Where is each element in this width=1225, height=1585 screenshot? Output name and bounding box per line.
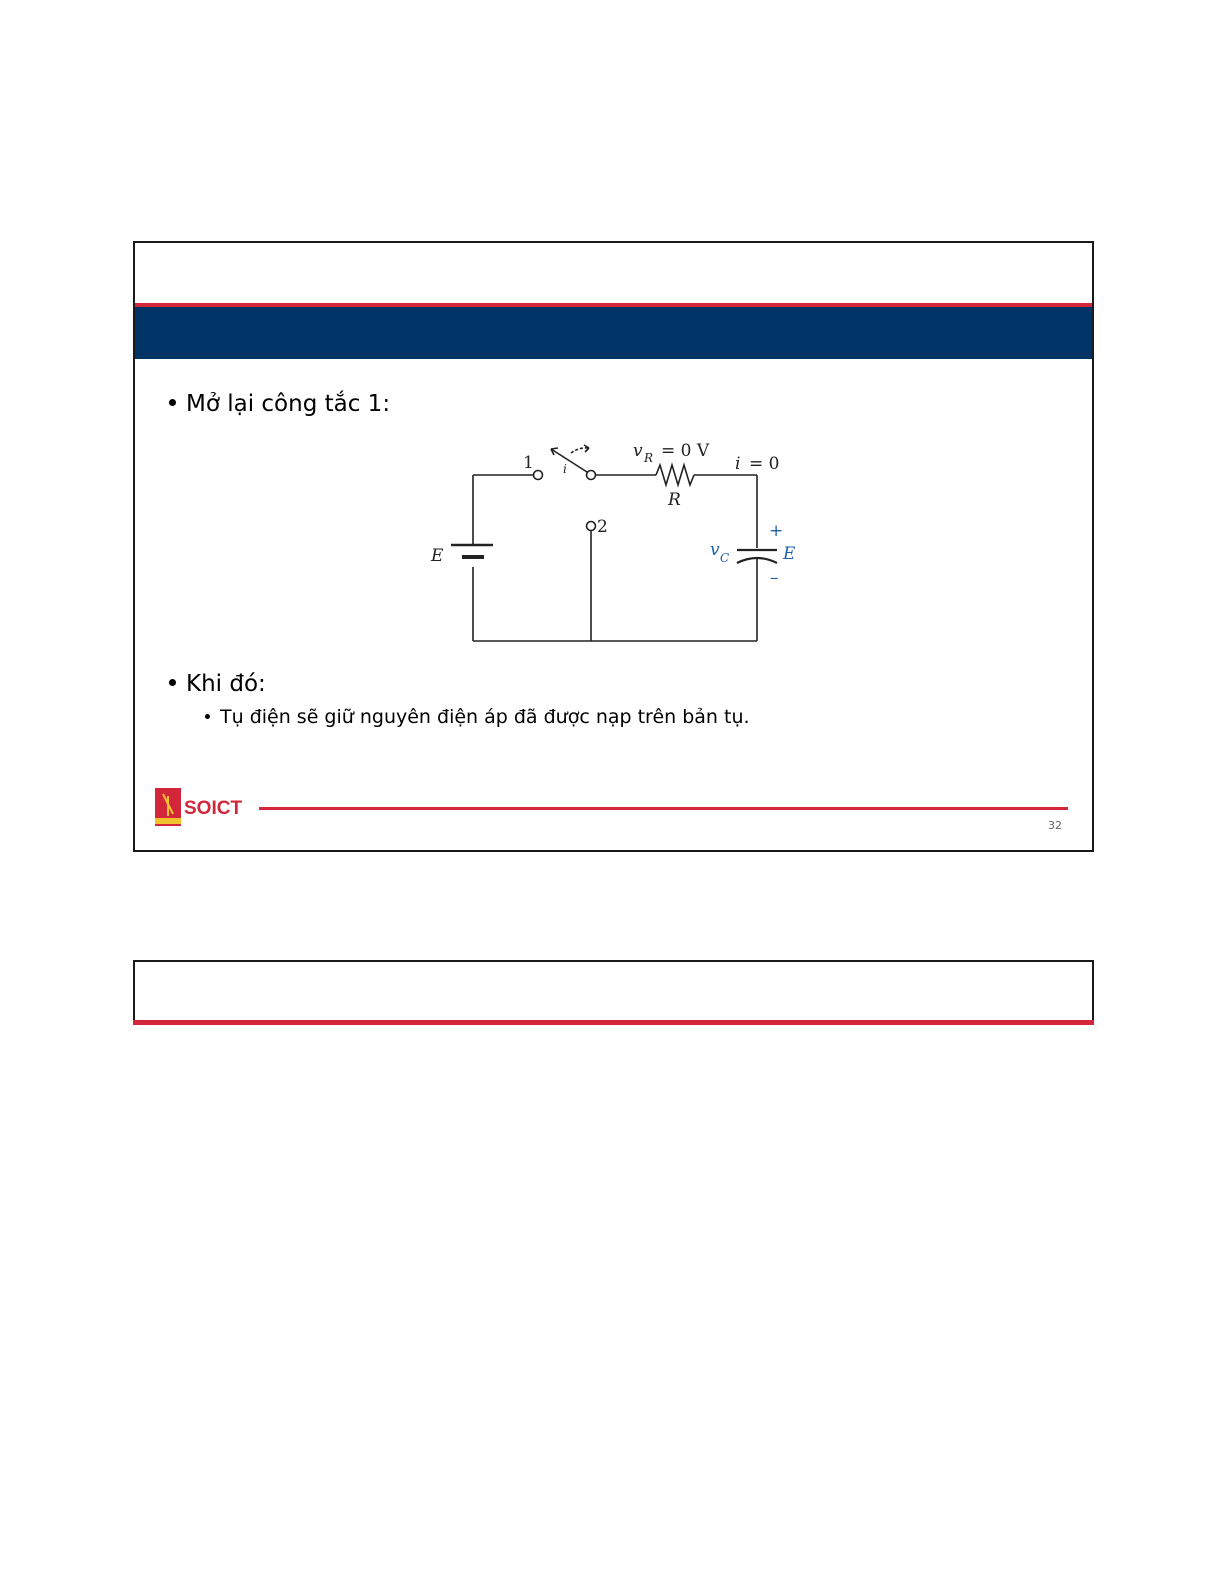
- bullet-text: Mở lại công tắc 1:: [186, 391, 391, 417]
- title-band: [135, 307, 1092, 359]
- bullet-dot: [169, 679, 176, 686]
- switch-blade: [551, 449, 587, 472]
- slide: [133, 241, 1094, 852]
- bullet-dot: [205, 714, 210, 719]
- bullet-dot: [169, 399, 176, 406]
- resistor-R: [656, 465, 694, 485]
- label-vc-subscript: C: [720, 551, 730, 565]
- contact-common: [587, 471, 596, 480]
- label-current-value: = 0: [749, 454, 780, 474]
- label-cap-voltage-E: E: [783, 544, 796, 564]
- logo-wordmark: SOICT: [184, 798, 243, 819]
- soict-logo: [155, 786, 249, 830]
- contact-2: [587, 522, 596, 531]
- contact-1: [534, 471, 543, 480]
- footer-red-rule: [259, 807, 1068, 810]
- label-cap-minus: –: [770, 568, 779, 588]
- label-vr-symbol: v: [633, 441, 643, 461]
- label-vr-subscript: R: [644, 451, 654, 465]
- rc-circuit-diagram: [423, 435, 823, 650]
- bullet-text: Khi đó:: [186, 671, 266, 697]
- label-resistor-R: R: [668, 490, 681, 510]
- bullet-then: [169, 671, 266, 697]
- label-current-i: i: [735, 454, 741, 474]
- label-node-2: 2: [597, 517, 608, 537]
- label-node-1: 1: [523, 453, 534, 473]
- label-vr-value: = 0 V: [661, 441, 710, 461]
- bullet-text: Tụ điện sẽ giữ nguyên điện áp đã được nạp trên bản tụ.: [220, 706, 750, 728]
- next-slide-preview: [133, 960, 1094, 1024]
- sub-bullet-capacitor-holds: [205, 706, 750, 728]
- label-cap-plus: +: [769, 521, 784, 541]
- next-slide-red-rule: [133, 1020, 1094, 1025]
- label-source-E: E: [431, 546, 444, 566]
- label-vc-symbol: v: [710, 540, 720, 560]
- label-switch-i: i: [563, 462, 567, 476]
- bullet-open-switch: [169, 391, 390, 417]
- page-number: 32: [1048, 819, 1062, 832]
